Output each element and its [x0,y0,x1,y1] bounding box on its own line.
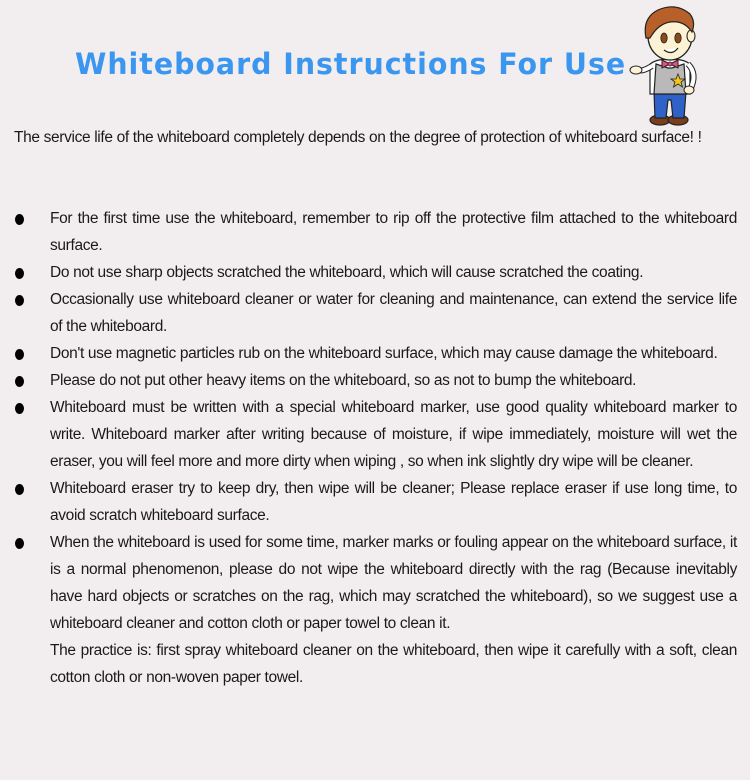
list-item [0,205,737,259]
bullet-icon [15,538,24,549]
list-item [0,259,737,286]
list-item [0,475,737,529]
bullet-icon [15,268,24,279]
intro-paragraph: The service life of the whiteboard completely depends on the degree of protection of whiteboard surface! ! [14,129,702,146]
list-item-text: When the whiteboard is used for some time, marker marks or fouling appear on the whiteboard surface, it is a normal phenomenon, please do not wipe the whiteboard directly with the rag (Because inevitably have hard objects or scratches on the rag, which may scratched the whiteboard), so we suggest use a whiteboard cleaner and cotton cloth or paper towel to clean it. [50,534,737,632]
bullet-icon [15,376,24,387]
list-item [0,367,737,394]
list-item-text: Occasionally use whiteboard cleaner or water for cleaning and maintenance, can extend the service life of the whiteboard. [50,291,737,335]
bullet-icon [15,214,24,225]
bullet-icon [15,484,24,495]
instructions-list [0,205,750,691]
practice-note: The practice is: first spray whiteboard cleaner on the whiteboard, then wipe it carefully with a soft, clean cotton cloth or non-woven paper towel. [50,642,737,686]
list-item [0,394,737,475]
bullet-icon [15,403,24,414]
list-item-text: Please do not put other heavy items on the whiteboard, so as not to bump the whiteboard. [50,372,637,389]
list-item [0,529,737,691]
list-item-text: For the first time use the whiteboard, remember to rip off the protective film attached to the whiteboard surface. [50,210,737,254]
list-item-text: Whiteboard eraser try to keep dry, then wipe will be cleaner; Please replace eraser if use long time, to avoid scratch whiteboard surface. [50,480,737,524]
cartoon-boy-mascot-icon [628,2,714,126]
list-item-text: Don't use magnetic particles rub on the whiteboard surface, which may cause damage the whiteboard. [50,345,718,362]
list-item-text: Do not use sharp objects scratched the whiteboard, which will cause scratched the coating. [50,264,644,281]
list-item [0,340,737,367]
bullet-icon [15,349,24,360]
page-title: Whiteboard Instructions For Use [75,47,627,81]
bullet-icon [15,295,24,306]
list-item-text: Whiteboard must be written with a special whiteboard marker, use good quality whiteboard marker to write. Whiteboard marker after writing because of moisture, if wipe immediately, moisture will wet the eraser, you will feel more and more dirty when wiping , so when ink slightly dry wipe will be cleaner. [50,399,737,470]
header [0,0,750,125]
list-item [0,286,737,340]
